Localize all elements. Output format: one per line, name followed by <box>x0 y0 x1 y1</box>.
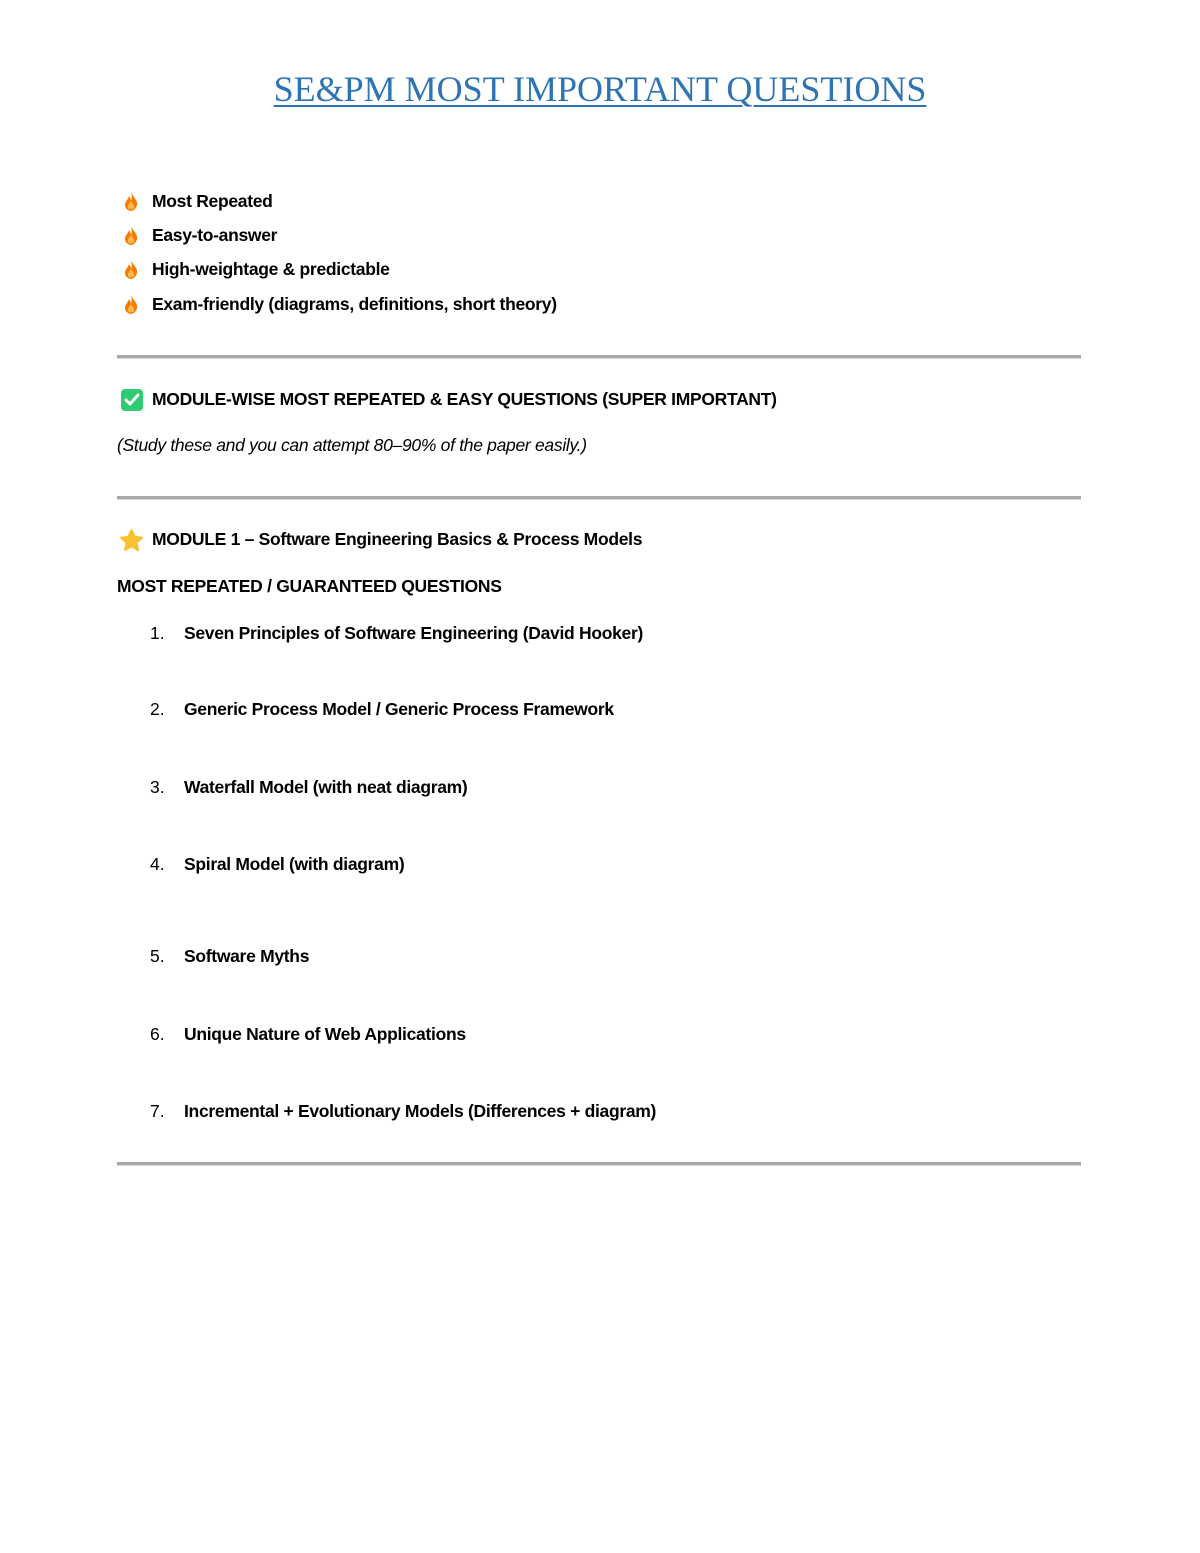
section-note: (Study these and you can attempt 80–90% of the paper easily.) <box>117 435 587 455</box>
fire-icon <box>124 295 138 314</box>
question-number: 6. <box>150 1024 165 1044</box>
question-number: 3. <box>150 777 165 797</box>
criteria-item: Exam-friendly (diagrams, definitions, short theory) <box>152 294 557 314</box>
question-text: Waterfall Model (with neat diagram) <box>184 777 468 797</box>
criteria-item: Most Repeated <box>152 191 273 211</box>
question-number: 7. <box>150 1101 165 1121</box>
star-icon <box>119 529 144 552</box>
check-mark-icon <box>121 389 143 411</box>
question-text: Spiral Model (with diagram) <box>184 854 405 874</box>
question-number: 2. <box>150 699 165 719</box>
section-heading: MODULE-WISE MOST REPEATED & EASY QUESTIONS (SUPER IMPORTANT) <box>152 389 777 409</box>
divider <box>117 355 1081 359</box>
divider <box>117 1162 1081 1166</box>
question-number: 1. <box>150 623 165 643</box>
fire-icon <box>124 192 138 211</box>
fire-icon <box>124 260 138 279</box>
question-text: Unique Nature of Web Applications <box>184 1024 466 1044</box>
question-text: Incremental + Evolutionary Models (Differences + diagram) <box>184 1101 657 1121</box>
page-title: SE&PM MOST IMPORTANT QUESTIONS <box>273 69 927 109</box>
question-number: 4. <box>150 854 165 874</box>
question-text: Generic Process Model / Generic Process Framework <box>184 699 614 719</box>
module-heading: MODULE 1 – Software Engineering Basics & Process Models <box>152 529 643 549</box>
question-text: Software Myths <box>184 946 310 966</box>
divider <box>117 496 1081 500</box>
question-number: 5. <box>150 946 165 966</box>
module-subheading: MOST REPEATED / GUARANTEED QUESTIONS <box>117 576 502 596</box>
question-text: Seven Principles of Software Engineering (David Hooker) <box>184 623 644 643</box>
criteria-item: High-weightage & predictable <box>152 259 390 279</box>
fire-icon <box>124 226 138 245</box>
criteria-item: Easy-to-answer <box>152 225 278 245</box>
